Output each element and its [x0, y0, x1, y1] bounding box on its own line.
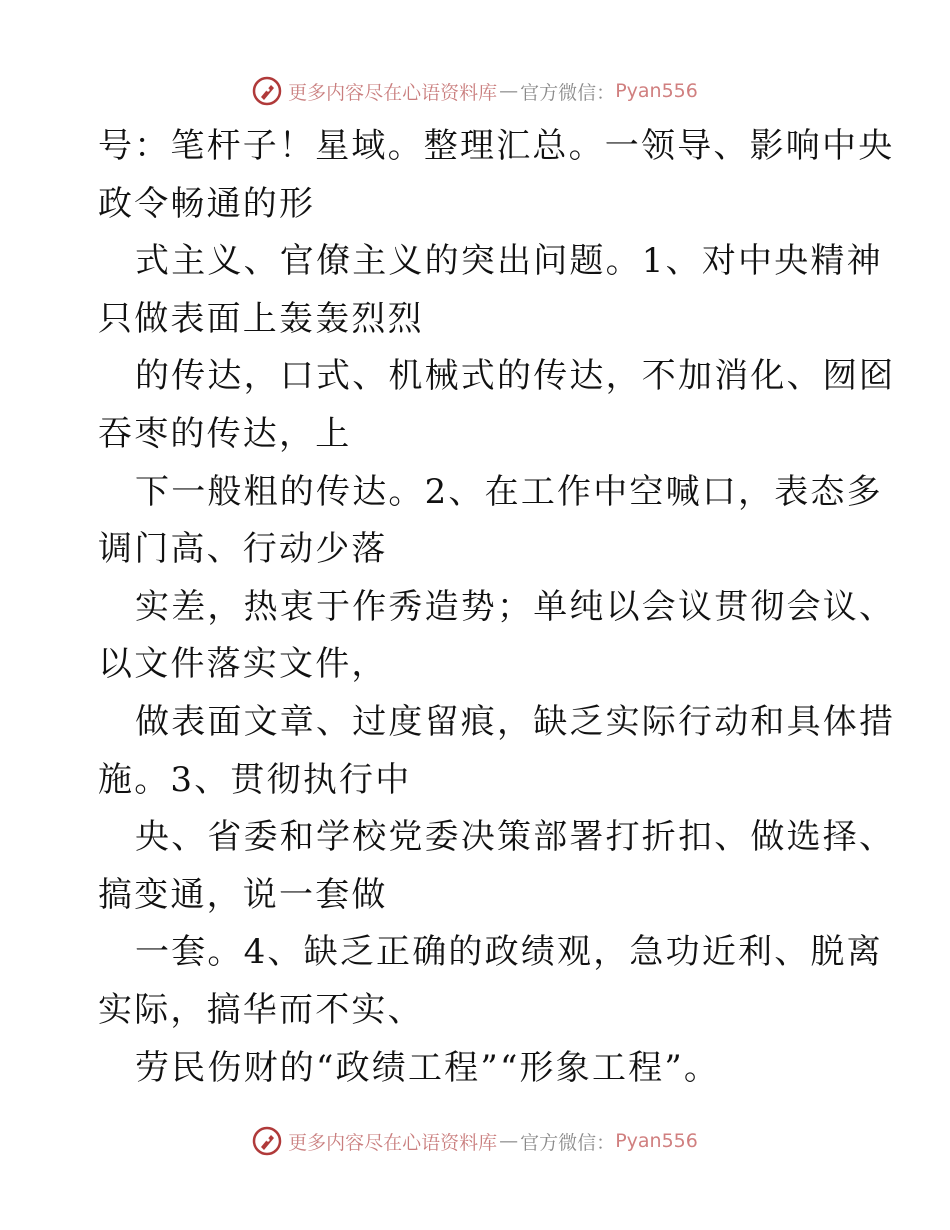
pen-nib-logo-icon [252, 76, 282, 106]
pen-nib-logo-icon [252, 1126, 282, 1156]
document-line: 号：笔杆子！星域。整理汇总。一领导、影响中央 [98, 126, 895, 166]
document-line: 吞枣的传达，上 [98, 413, 352, 454]
footer-banner-text: 更多内容尽在心语资料库 [288, 1131, 498, 1154]
header-banner [0, 71, 950, 111]
header-banner-suffix: 官方微信： [520, 81, 616, 104]
document-line: 搞变通，说一套做 [98, 874, 388, 915]
document-line: 调门高、行动少落 [98, 529, 388, 570]
document-line: 政令畅通的形 [98, 183, 316, 224]
document-line: 央、省委和学校党委决策部署打折扣、做选择、 [135, 817, 896, 858]
document-line: 劳民伤财的“政绩工程”“形象工程”。 [135, 1047, 721, 1088]
header-banner-separator: — [499, 80, 519, 102]
header-banner-wechat-id: Pyan556 [615, 80, 698, 102]
document-line: 一套。4、缺乏正确的政绩观，急功近利、脱离 [135, 932, 883, 973]
document-body [98, 118, 896, 1097]
document-line: 式主义、官僚主义的突出问题。1、对中央精神 [135, 241, 883, 282]
document-line: 只做表面上轰轰烈烈 [98, 298, 424, 339]
document-line: 下一般粗的传达。2、在工作中空喊口，表态多 [135, 471, 883, 512]
document-line: 做表面文章、过度留痕，缺乏实际行动和具体措 [135, 701, 896, 742]
document-line: 施。3、贯彻执行中 [98, 759, 412, 800]
footer-banner [0, 1121, 950, 1161]
document-line: 的传达，口式、机械式的传达，不加消化、囫囵 [135, 356, 896, 397]
document-line: 以文件落实文件， [98, 644, 388, 685]
footer-banner-separator: — [499, 1130, 519, 1152]
footer-banner-suffix: 官方微信： [520, 1131, 616, 1154]
document-line: 实差，热衷于作秀造势；单纯以会议贯彻会议、 [135, 586, 896, 627]
header-banner-text: 更多内容尽在心语资料库 [288, 81, 498, 104]
document-line: 实际，搞华而不实、 [98, 989, 424, 1030]
footer-banner-wechat-id: Pyan556 [615, 1130, 698, 1152]
